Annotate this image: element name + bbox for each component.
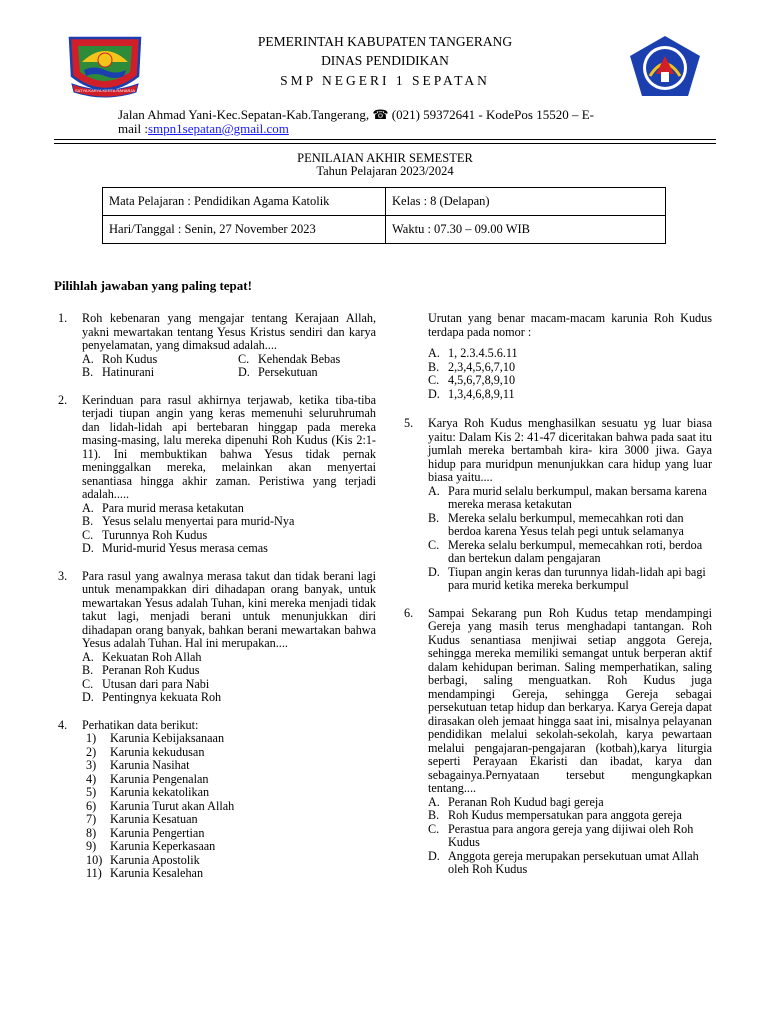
kabupaten-tangerang-logo [64,32,146,102]
date-cell: Hari/Tanggal : Senin, 27 November 2023 [103,216,386,244]
list-item: 1) Karunia Kebijaksanaan [86,731,225,745]
option-d[interactable]: D. Tiupan angin keras dan turunnya lidah-lidah api bagi para murid ketika mereka berkumpul [428,564,706,592]
list-item: 4) Karunia Pengenalan [86,771,209,786]
option-d[interactable]: D. Murid-murid Yesus merasa cemas [82,541,268,555]
option-b[interactable]: B. Peranan Roh Kudus [82,663,200,677]
option-d[interactable]: D. 1,3,4,6,8,9,11 [428,386,515,401]
option-a[interactable]: A. 1, 2.3.4.5.6.11 [428,346,518,360]
question-number: 5. [404,416,414,430]
question-text: Roh kebenaran yang mengajar tentang Kerajaan Allah, yakni mewartakan tentang Yesus Kristus sendiri dan karya penyelamatan, yang dimaksud adalah.... [82,311,376,352]
option-a[interactable]: A. Para murid merasa ketakutan [82,500,244,515]
answer-options [428,796,712,877]
question-text: Sampai Sekarang pun Roh Kudus tetap mendampingi Gereja yang masih terus menghadapi tantangan. Roh Kudus senantiasa menjiwai setiap anggota Gereja, sehingga mereka memiliki semangat untuk berperan aktif dalam kehidupan beriman. Saling memperhatikan, saling berbagi, saling menguatkan. Roh Kudus juga mendampingi Gereja, sehingga Gereja sebagai persekutuan tetap hidup dan berkarya. Karya Gereja dapat dirasakan oleh jemaat hingga saat ini, misalnya pelayanan pendidikan melalui sekolah-sekolah, karya pewartaan melalui pengajaran-pengajaran (kotbah),karya liturgia seperti Perayaan Ekaristi dan ibadat, karya dan sebagainya.Pernyataan tersebut mengungkapkan tentang.... [428,605,712,795]
list-item: 7) Karunia Kesatuan [86,812,198,826]
time-cell: Waktu : 07.30 – 09.00 WIB [386,216,666,244]
instruction: Pilihlah jawaban yang paling tepat! [54,278,252,293]
option-b[interactable]: B. Hatinurani [82,365,155,379]
academic-year: Tahun Pelajaran 2023/2024 [316,164,454,178]
subject-cell: Mata Pelajaran : Pendidikan Agama Katolik [103,188,386,216]
option-a[interactable]: A. Para murid selalu berkumpul, makan bersama karena mereka merasa ketakutan [428,483,707,511]
data-list [82,732,376,881]
option-a[interactable]: A. Roh Kudus [82,351,158,366]
mail-label: mail : [118,121,148,136]
address-text: Jalan Ahmad Yani-Kec.Sepatan-Kab.Tangerang, ☎ (021) 59372641 - KodePos 15520 – E- [118,107,594,122]
question-text: Perhatikan data berikut: [82,717,199,732]
option-d[interactable]: D. Pentingnya kekuata Roh [82,690,222,704]
answer-options [428,485,712,593]
email-link[interactable]: smpn1sepatan@gmail.com [147,121,289,136]
left-column [58,312,376,895]
question-number: 2. [58,392,68,407]
answer-options [82,353,376,380]
answer-options [82,651,376,705]
list-item: 2) Karunia kekudusan [86,744,205,759]
tut-wuri-handayani-logo [626,34,704,100]
option-c[interactable]: C. Turunnya Roh Kudus [82,527,208,542]
question-number: 1. [58,311,68,325]
option-d[interactable]: D. Anggota gereja merupakan persekutuan umat Allah oleh Roh Kudus [428,848,699,876]
question-number: 4. [58,717,68,732]
header-rule-bottom [54,143,716,144]
option-b[interactable]: B. Mereka selalu berkumpul, memecahkan roti dan berdoa karena Yesus telah pegi untuk selamanya [428,510,684,538]
question-text: Para rasul yang awalnya merasa takut dan tidak berani lagi untuk menampakkan diri dihadapan orang banyak, untuk mewartakan Yesus adalah Tuhan, kini mereka menjadi tidak takut lagi, menjadi berani untuk menunjukkan diri dihadapan orang banyak, bahkan berani mewartakan bahwa Yesus adalah Tuhan. Hal ini merupakan.... [82,568,376,650]
question-5 [404,417,712,593]
list-item: 5) Karunia kekatolikan [86,785,210,799]
list-item: 11) Karunia Kesalehan [86,866,204,880]
option-b[interactable]: B. Yesus selalu menyertai para murid-Nya [82,514,295,528]
question-3 [58,570,376,705]
option-a[interactable]: A. Kekuatan Roh Allah [82,649,202,664]
header-rule-top [54,139,716,140]
question-6 [404,607,712,877]
list-item: 3) Karunia Nasihat [86,758,190,772]
list-item: 9) Karunia Keperkasaan [86,839,216,853]
question-4 [58,719,376,881]
question-number: 6. [404,605,414,620]
question-text: Karya Roh Kudus menghasilkan sesuatu yg luar biasa yaitu: Dalam Kis 2: 41-47 diceritakan bahwa pada saat itu jumlah mereka bertambah kira- kira 3000 jiwa. Gaya hidup para muridpun menunjukkan cara hidup yang luar biasa yaitu.... [428,416,712,484]
government-line: PEMERINTAH KABUPATEN TANGERANG [257,34,513,49]
exam-info-table [102,187,666,244]
school-name: SMP NEGERI 1 SEPATAN [280,73,490,88]
question-4-continuation: Urutan yang benar macam-macam karunia Roh Kudus terdapa pada nomor : [428,311,712,339]
question-4-options [404,347,712,401]
list-item: 10) Karunia Apostolik [86,852,200,867]
option-c[interactable]: C. Kehendak Bebas [238,351,341,366]
option-c[interactable]: C. Mereka selalu berkumpul, memecahkan roti, berdoa dan bertekun dalam pengajaran [428,537,703,565]
list-item: 6) Karunia Turut akan Allah [86,798,235,813]
question-2 [58,394,376,556]
option-c[interactable]: C. Perastua para angora gereja yang dijiwai oleh Roh Kudus [428,821,694,849]
option-c[interactable]: C. Utusan dari para Nabi [82,676,210,691]
school-address [118,108,678,136]
option-b[interactable]: B. Roh Kudus mempersatukan para anggota gereja [428,808,682,822]
list-item: 8) Karunia Pengertian [86,825,205,840]
class-cell: Kelas : 8 (Delapan) [386,188,666,216]
question-number: 3. [58,568,68,583]
department-line: DINAS PENDIDIKAN [321,53,449,68]
question-text: Kerinduan para rasul akhirnya terjawab, ketika tiba-tiba terjadi tiupan angin yang keras memenuhi seluruhrumah dan lidah-lidah api bertebaran hinggap pada mereka masing-masing, lalu mereka dipenuhi Roh Kudus (Kis 2:1-11). Ini membuktikan bahwa Yesus tidak pernak meninggalkan mereka, melainkan akan menyertai senantiasa hingga akhir zaman. Peristiwa yang terjadi adalah..... [82,392,376,501]
question-1 [58,312,376,380]
option-a[interactable]: A. Peranan Roh Kudud bagi gereja [428,794,604,809]
left-logo-motto: SATYA KARYA KERTA RAHARJA [74,88,136,93]
exam-title: PENILAIAN AKHIR SEMESTER [297,151,473,165]
answer-options [82,502,376,556]
option-b[interactable]: B. 2,3,4,5,6,7,10 [428,359,516,374]
right-column [404,312,712,891]
option-d[interactable]: D. Persekutuan [238,365,318,379]
option-c[interactable]: C. 4,5,6,7,8,9,10 [428,373,516,387]
